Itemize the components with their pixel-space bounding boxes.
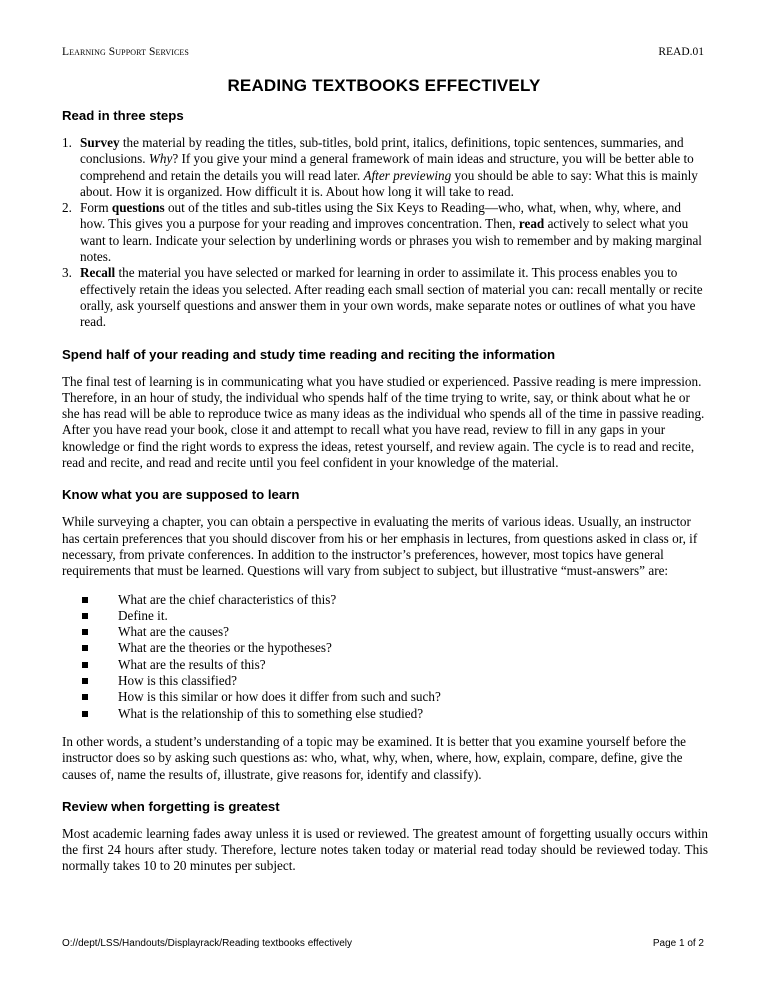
paragraph: The final test of learning is in communicating what you have studied or experienced. Passive reading is mere impression. Therefore, in an hour of study, the individual who spends half of the time trying to write, say, or think about what he or she has read will be able to reproduce twice as many ideas as the individual who spends all of the time in passive reading. After you have read your book, close it and attempt to recall what you have read, review to fill in any gaps in your knowledge or find the right words to express the ideas, retest yourself, and review again. The cycle is to read and recite, read and recite, and read and recite until you feel confident in your knowledge of the material. [62,373,705,471]
text: out of the titles and sub-titles using the Six Keys to Reading—who, what, when, why, where, and how. This gives you a purpose for your reading and improves concentration. Then, [80,200,681,232]
keyword: Recall [80,265,116,281]
paragraph: While surveying a chapter, you can obtain a perspective in evaluating the merits of various ideas. Usually, an instructor has certain preferences that you should discover from his or her emphasis in lectures, from questions asked in class or, if necessary, from private conferences. In addition to the instructor’s preferences, however, most topics have general requirements that must be learned. Questions will vary from subject to subject, but illustrative “must-answers” are: [62,514,698,579]
document-body [62,108,708,891]
bullet-list [62,592,708,722]
bullet-item [62,673,708,689]
keyword: read [518,216,545,232]
keyword: questions [111,200,165,216]
bullet-text: How is this similar or how does it differ from such and such? [118,689,441,705]
section-heading: Know what you are supposed to learn [62,487,300,503]
keyword: Survey [80,135,120,150]
bullet-item [62,689,708,705]
text: actively to select what you want to learn. Indicate your selection by underlining words or phrases you wish to remember and by making marginal notes. [80,216,702,265]
square-bullet-icon [82,662,88,668]
section-heading: Review when forgetting is greatest [62,798,280,814]
square-bullet-icon [82,711,88,717]
bullet-item [62,657,708,673]
header-code: READ.01 [658,46,704,58]
bullet-text: What are the theories or the hypotheses? [118,640,332,656]
square-bullet-icon [82,613,88,619]
square-bullet-icon [82,694,88,700]
bullet-item [62,640,708,656]
header-department: Learning Support Services [62,46,189,58]
text: Form [80,200,112,216]
bullet-item [62,608,708,624]
bullet-text: What is the relationship of this to something else studied? [118,705,424,721]
square-bullet-icon [82,645,88,651]
page-number: Page 1 of 2 [652,938,704,949]
text: the material you have selected or marked for learning in order to assimilate it. This process enables you to effectively retain the ideas you selected. After reading each small section of material you can: recall mentally or recite orally, ask yourself questions and answer them in your own words, make separate notes or outlines of what you have read. [80,265,703,330]
bullet-text: What are the chief characteristics of this? [118,591,337,607]
list-number: 3. [62,265,72,281]
section-review [62,799,708,875]
paragraph: In other words, a student’s understanding of a topic may be examined. It is better that you examine yourself before the instructor does so by asking such questions as: who, what, why, when, where, how, explain, compare, define, give the causes of, name the results of, illustrate, give reasons for, identify and classify). [62,733,687,782]
list-number: 2. [62,200,72,216]
footer-path: O://dept/LSS/Handouts/Displayrack/Reading textbooks effectively [62,938,352,949]
document-title: READING TEXTBOOKS EFFECTIVELY [227,76,541,95]
bullet-item [62,706,708,722]
bullet-text: What are the results of this? [118,656,266,672]
italic-text: Why [148,151,173,167]
italic-text: After previewing [363,167,452,183]
bullet-text: What are the causes? [118,624,229,640]
list-number: 1. [62,135,72,150]
list-item [62,135,708,200]
list-item [62,200,708,265]
section-read-three-steps [62,108,708,331]
section-know-what-to-learn [62,487,708,782]
text: you should be able to say: What this is mainly about. How it is organized. How difficult it is. About how long it will take to read. [80,167,698,199]
square-bullet-icon [82,629,88,635]
bullet-item [62,592,708,608]
numbered-list [62,135,708,331]
bullet-item [62,624,708,640]
bullet-text: How is this classified? [118,673,238,689]
square-bullet-icon [82,597,88,603]
text: ? If you give your mind a general framework of main ideas and structure, you will be better able to comprehend and retain the details you will read later. [80,151,694,183]
section-heading: Read in three steps [62,108,184,123]
list-item [62,265,708,330]
section-heading: Spend half of your reading and study time reading and reciting the information [62,346,556,362]
section-spend-half [62,347,708,472]
text: the material by reading the titles, sub-titles, bold print, italics, definitions, topic sentences, summaries, and conclusions. [80,135,684,167]
bullet-text: Define it. [118,607,168,623]
paragraph: Most academic learning fades away unless it is used or reviewed. The greatest amount of forgetting usually occurs within the first 24 hours after study. Therefore, lecture notes taken today or material read today should be reviewed today. This normally takes 10 to 20 minutes per subject. [62,825,708,874]
square-bullet-icon [82,678,88,684]
